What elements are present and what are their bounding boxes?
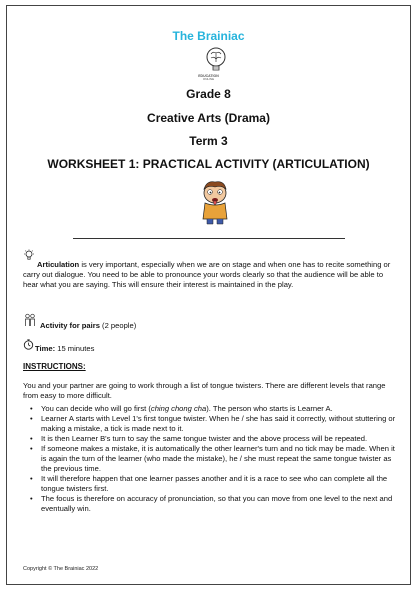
copyright-footer: Copyright © The Brainiac 2022 <box>23 566 99 572</box>
list-item: • It is then Learner B's turn to say the same tongue twister and the above process will be repeated. <box>41 434 399 444</box>
brand-name: The Brainiac <box>172 29 245 43</box>
time-line <box>35 344 335 354</box>
list-item: • If someone makes a mistake, it is automatically the other learner's turn and no tick may be made. When it is again the turn of the learner (who made the mistake), he / she must repeat the same tongue twister as the previous time. <box>41 444 399 474</box>
time-value: 15 minutes <box>55 344 95 353</box>
logo-caption: EDUCATION ONLINE <box>198 74 219 81</box>
intro-text: is very important, especially when we are on stage and when one has to recite something or carry out dialogue. You need to be able to pronounce your words clearly so that the audience will be able to hear what you are saying. This will ensure their interest is maintained in the play. <box>23 260 391 289</box>
list-item: • You can decide who will go first (ching chong cha). The person who starts is Learner A. <box>41 404 399 414</box>
subject-heading: Creative Arts (Drama) <box>147 111 270 125</box>
instructions-heading: INSTRUCTIONS: <box>23 362 86 371</box>
instructions-list <box>23 404 399 514</box>
activity-label: Activity for pairs <box>40 321 100 330</box>
game-name-italic: ching chong cha <box>150 404 207 413</box>
grade-heading: Grade 8 <box>186 87 231 101</box>
intro-paragraph <box>23 260 398 290</box>
divider-line <box>73 238 345 239</box>
list-item: • It will therefore happen that one learner passes another and it is a race to see who can complete all the tongue twisters first. <box>41 474 399 494</box>
stopwatch-icon <box>23 339 34 350</box>
list-item: • The focus is therefore on accuracy of pronunciation, so that you can move from one level to the next and eventually win. <box>41 494 399 514</box>
worksheet-page <box>6 5 411 585</box>
cartoon-boy-tongue-icon <box>195 179 235 225</box>
worksheet-title: WORKSHEET 1: PRACTICAL ACTIVITY (ARTICULATION) <box>47 157 370 171</box>
instructions-intro: You and your partner are going to work through a list of tongue twisters. There are different levels that range from easy to more difficult. <box>23 381 386 400</box>
term-heading: Term 3 <box>189 134 228 148</box>
activity-detail: (2 people) <box>99 321 137 330</box>
pair-people-icon <box>23 313 37 327</box>
time-label: Time: <box>35 344 56 353</box>
list-item: • Learner A starts with Level 1's first tongue twister. When he / she has said it correctly, without stuttering or making a mistake, a tick is made next to it. <box>41 414 399 434</box>
brain-lightbulb-logo-icon <box>203 46 229 76</box>
activity-line <box>40 321 340 331</box>
intro-term: Articulation <box>37 260 80 269</box>
